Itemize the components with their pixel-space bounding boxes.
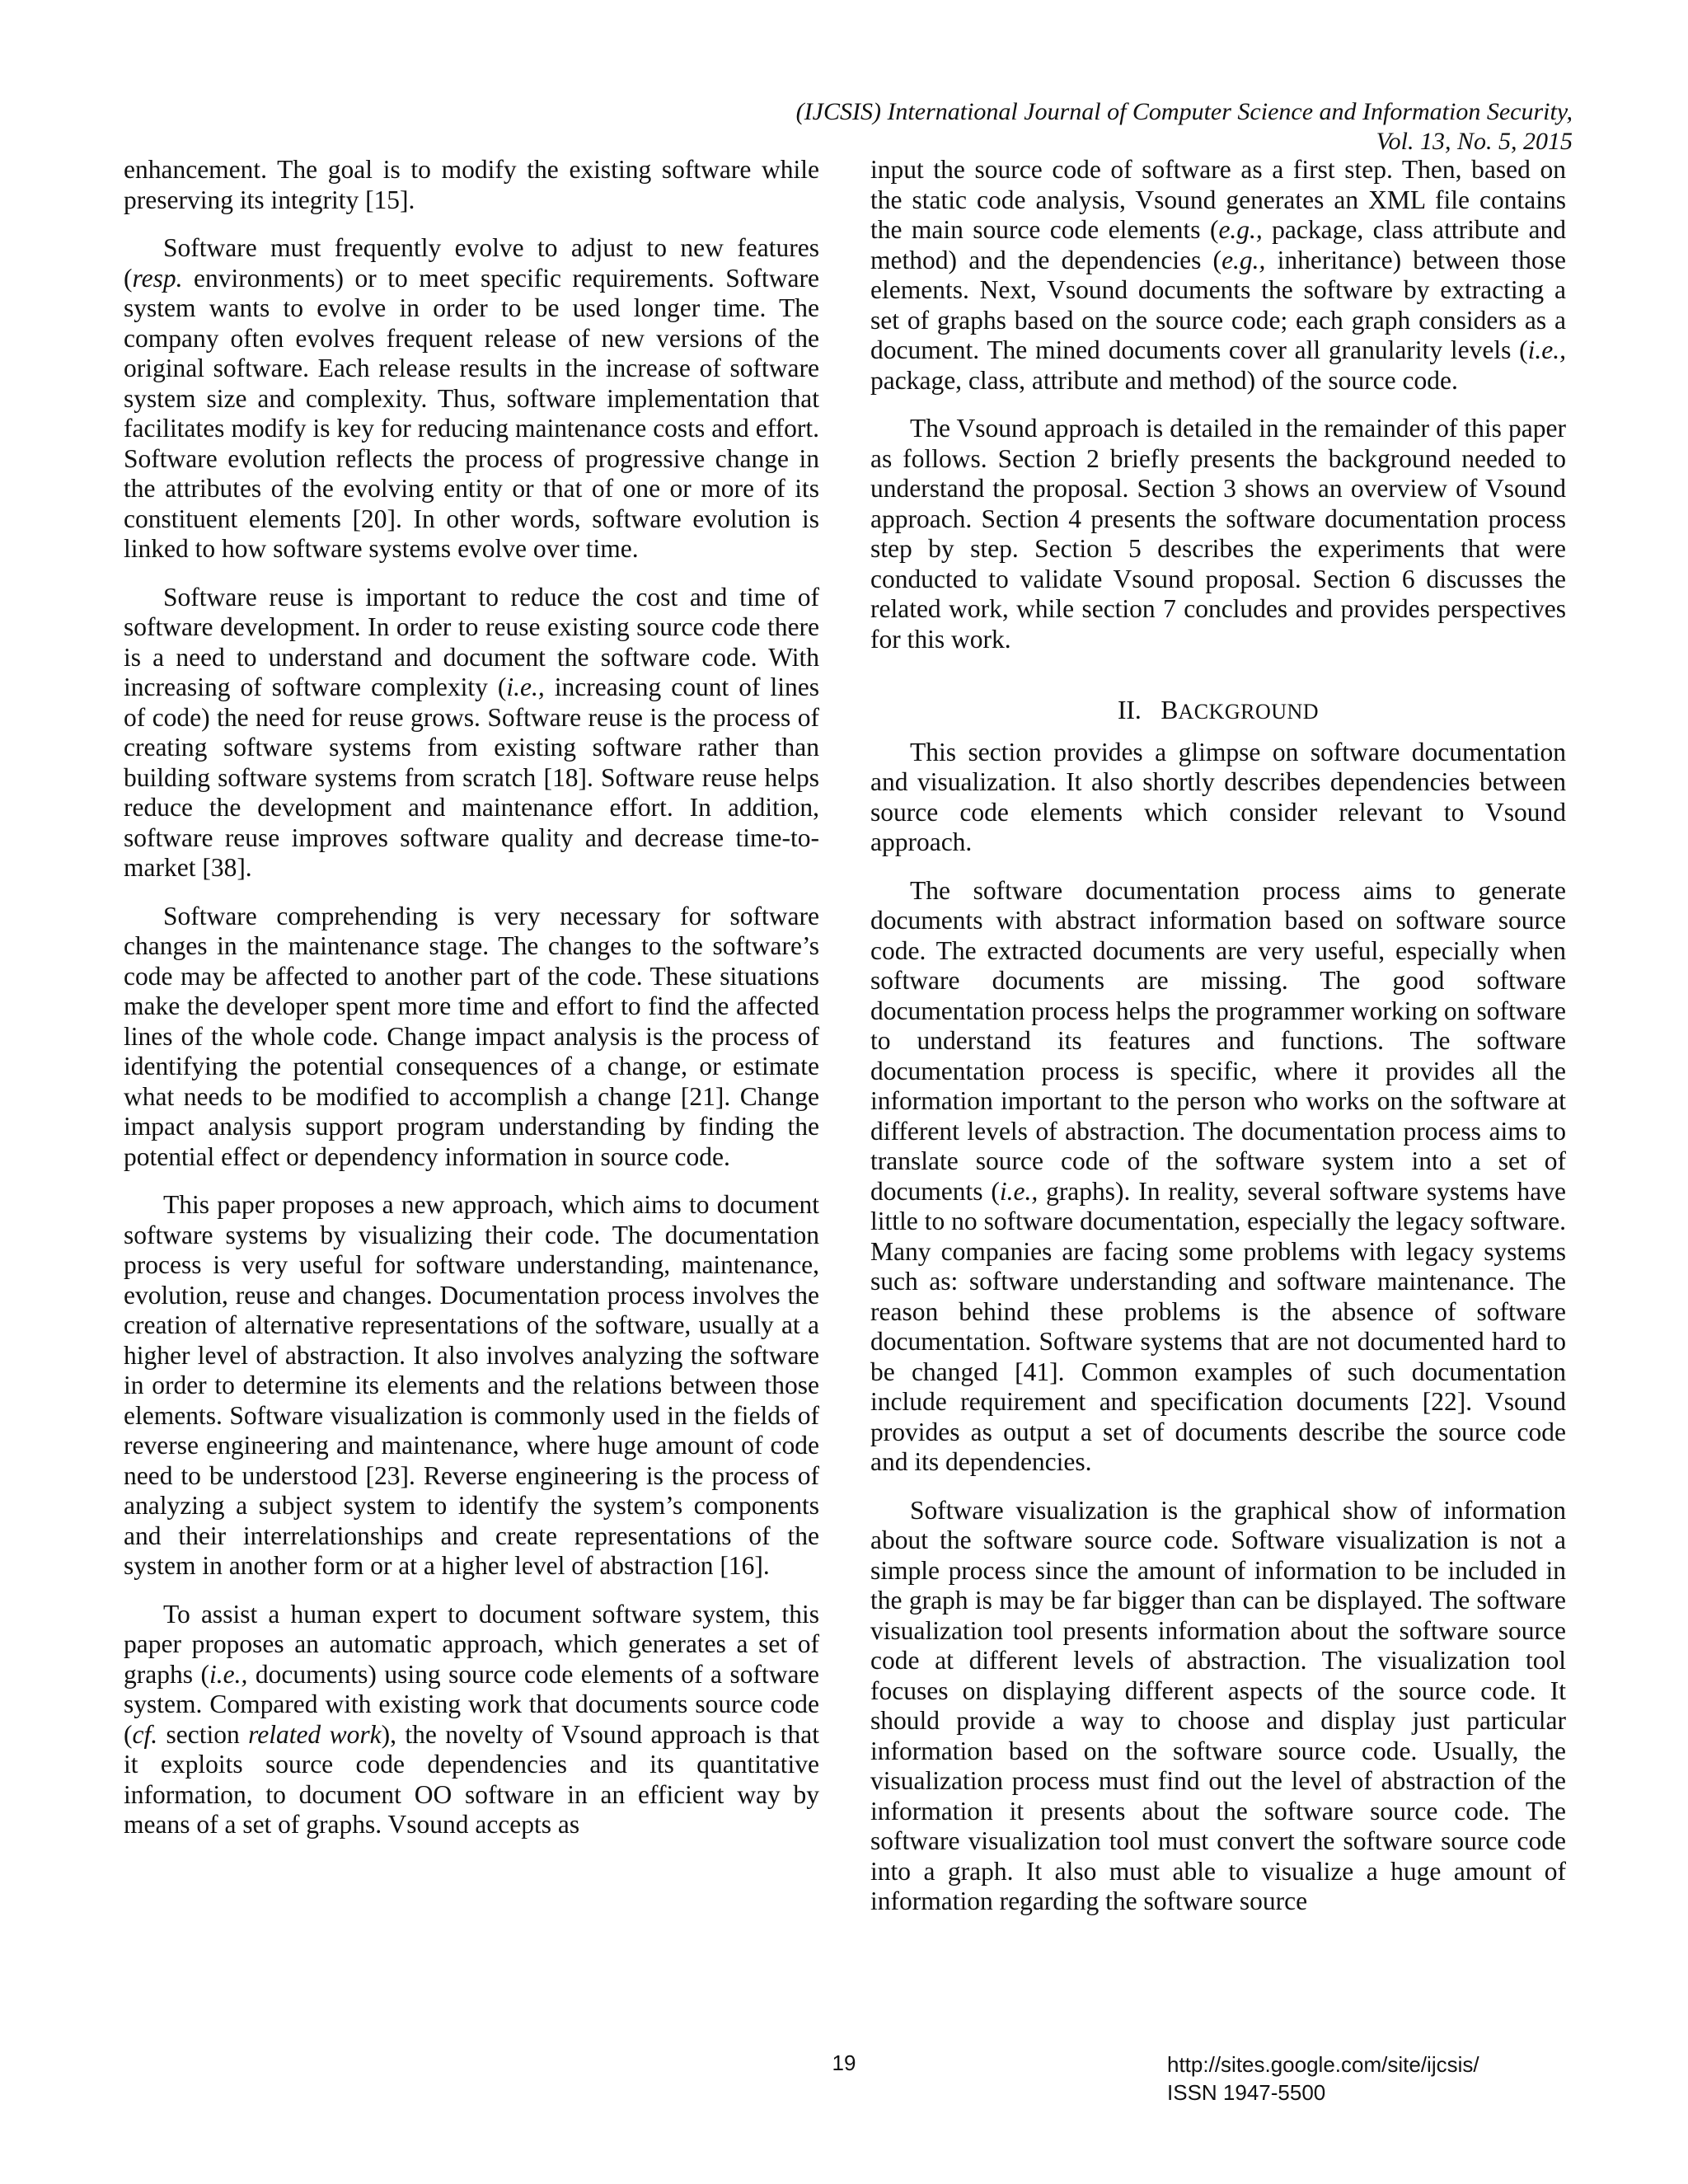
paragraph: Software must frequently evolve to adjust to new features (resp. environments) or to meet specific requirements. Software system wants to evolve in order to be used longer time. The company often evolves frequent release of new versions of the original software. Each release results in the increase of software system size and complexity. Thus, software implementation that facilitates modify is key for reducing maintenance costs and effort. Software evolution reflects the process of progressive change in the attributes of the evolving entity or that of one or more of its constituent elements [20]. In other words, software evolution is linked to how software systems evolve over time. [124,233,819,563]
left-column [124,155,819,1858]
paragraph: The Vsound approach is detailed in the remainder of this paper as follows. Section 2 briefly presents the background needed to understand the proposal. Section 3 shows an overview of Vsound approach. Section 4 presents the software documentation process step by step. Section 5 describes the experiments that were conducted to validate Vsound proposal. Section 6 discusses the related work, while section 7 concludes and provides perspectives for this work. [870,414,1566,654]
footer-url: http://sites.google.com/site/ijcsis/ [1167,2052,1479,2077]
section-title-initial: B [1160,696,1179,724]
journal-header [666,97,1573,157]
section-number: II. [1117,696,1142,724]
paragraph: input the source code of software as a first step. Then, based on the static code analysis, Vsound generates an XML file contains the main source code elements (e.g., package, class attribute and method) and the dependencies (e.g., inheritance) between those elements. Next, Vsound documents the software by extracting a set of graphs based on the source code; each graph considers as a document. The mined documents cover all granularity levels (i.e., package, class, attribute and method) of the source code. [870,155,1566,395]
paragraph: enhancement. The goal is to modify the existing software while preserving its integrity [15]. [124,155,819,214]
paragraph: This paper proposes a new approach, which aims to document software systems by visualizing their code. The documentation process is very useful for software understanding, maintenance, evolution, reuse and changes. Documentation process involves the creation of alternative representations of the software, usually at a higher level of abstraction. It also involves analyzing the software in order to determine its elements and the relations between those elements. Software visualization is commonly used in the fields of reverse engineering and maintenance, where huge amount of code need to be understood [23]. Reverse engineering is the process of analyzing a subject system to identify the system’s components and their interrelationships and create representations of the system in another form or at a higher level of abstraction [16]. [124,1190,819,1580]
section-heading [870,696,1566,728]
footer-info [1167,2050,1479,2107]
paragraph: Software comprehending is very necessary for software changes in the maintenance stage. The changes to the software’s code may be affected to another part of the code. These situations make the developer spent more time and effort to find the affected lines of the whole code. Change impact analysis is the process of identifying the potential consequences of a change, or estimate what needs to be modified to accomplish a change [21]. Change impact analysis support program understanding by finding the potential effect or dependency information in source code. [124,901,819,1171]
page-number: 19 [832,2050,856,2075]
paragraph: Software reuse is important to reduce the cost and time of software development. In order to reuse existing source code there is a need to understand and document the software code. With increasing of software complexity (i.e., increasing count of lines of code) the need for reuse grows. Software reuse is the process of creating software systems from existing software rather than building software systems from scratch [18]. Software reuse helps reduce the development and maintenance effort. In addition, software reuse improves software quality and decrease time-to-market [38]. [124,582,819,882]
journal-volume: Vol. 13, No. 5, 2015 [1376,128,1573,155]
paragraph: The software documentation process aims to generate documents with abstract information based on software source code. The extracted documents are very useful, especially when software documents are missing. The good software documentation process helps the programmer working on software to understand its features and functions. The software documentation process is specific, where it provides all the information important to the person who works on the software at different levels of abstraction. The documentation process aims to translate source code of the software system into a set of documents (i.e., graphs). In reality, several software systems have little to no software documentation, especially the legacy software. Many companies are facing some problems with legacy systems such as: software understanding and software maintenance. The reason behind these problems is the absence of software documentation. Software systems that are not documented hard to be changed [41]. Common examples of such documentation include requirement and specification documents [22]. Vsound provides as output a set of documents describe the source code and its dependencies. [870,875,1566,1476]
right-column [870,155,1566,1935]
journal-title: (IJCSIS) International Journal of Computer Science and Information Security, [795,98,1573,125]
paragraph: To assist a human expert to document software system, this paper proposes an automatic approach, which generates a set of graphs (i.e., documents) using source code elements of a software system. Compared with existing work that documents source code (cf. section related work), the novelty of Vsound approach is that it exploits source code dependencies and its quantitative information, to document OO software in an efficient way by means of a set of graphs. Vsound accepts as [124,1599,819,1839]
paragraph: This section provides a glimpse on software documentation and visualization. It also shortly describes dependencies between source code elements which consider relevant to Vsound approach. [870,737,1566,856]
paragraph: Software visualization is the graphical show of information about the software source code. Software visualization is not a simple process since the amount of information to be included in the graph is may be far bigger than can be displayed. The software visualization tool presents information about the software source code at different levels of abstraction. The visualization tool focuses on displaying different aspects of the source code. It should provide a way to choose and display just particular information based on the software source code. Usually, the visualization process must find out the level of abstraction of the information it presents about the software source code. The software visualization tool must convert the software source code into a graph. It also must able to visualize a huge amount of information regarding the software source [870,1495,1566,1915]
footer-issn: ISSN 1947-5500 [1167,2080,1326,2105]
section-title-rest: ACKGROUND [1178,700,1320,724]
